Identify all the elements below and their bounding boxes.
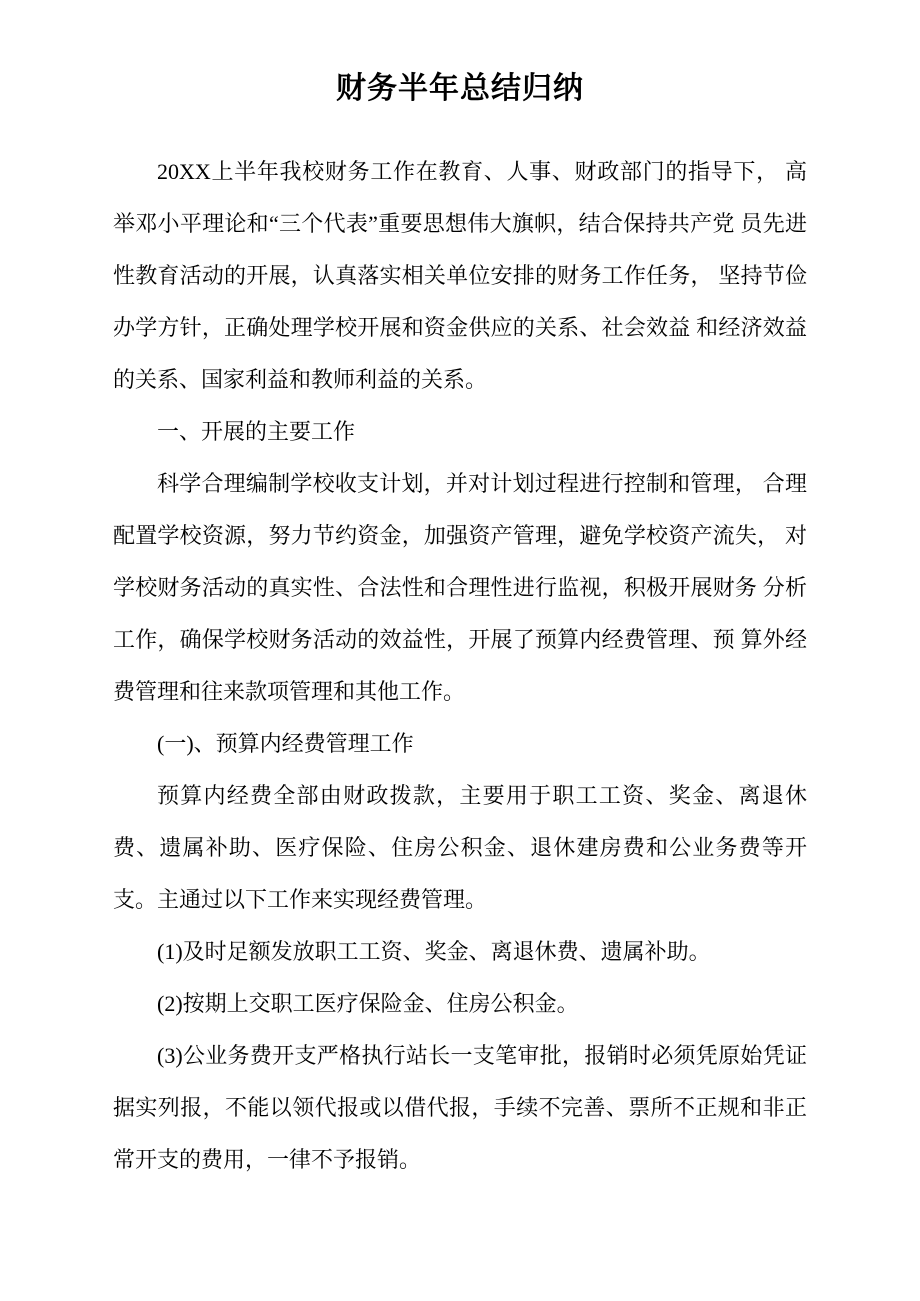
section-heading-budget-management: (一)、预算内经费管理工作 bbox=[157, 731, 414, 756]
document-title: 财务半年总结归纳 bbox=[336, 72, 584, 105]
list-item-1: (1)及时足额发放职工工资、奖金、离退休费、遗属补助。 bbox=[157, 939, 711, 964]
section-heading-main-work: 一、开展的主要工作 bbox=[157, 419, 356, 444]
paragraph-budget-overview: 预算内经费全部由财政拨款，主要用于职工工资、奖金、离退休费、遗属补助、医疗保险、住房公积金、退休建房费和公业务费等开支。主通过以下工作来实现经费管理。 bbox=[113, 783, 807, 912]
list-item-2: (2)按期上交职工医疗保险金、住房公积金。 bbox=[157, 991, 579, 1016]
list-item-3: (3)公业务费开支严格执行站长一支笔审批，报销时必须凭原始凭证据实列报，不能以领代报或以借代报，手续不完善、票所不正规和非正常开支的费用，一律不予报销。 bbox=[113, 1043, 807, 1172]
paragraph-main-work: 科学合理编制学校收支计划，并对计划过程进行控制和管理， 合理配置学校资源，努力节约资金，加强资产管理，避免学校资产流失， 对学校财务活动的真实性、合法性和合理性进行监视，积极开展财务 分析工作，确保学校财务活动的效益性，开展了预算内经费管理、预 算外经费管理和往来款项管理和其他工作。 bbox=[113, 471, 807, 704]
paragraph-intro: 20XX上半年我校财务工作在教育、人事、财政部门的指导下， 高举邓小平理论和“三个代表”重要思想伟大旗帜，结合保持共产党 员先进性教育活动的开展，认真落实相关单位安排的财务工作任务， 坚持节俭办学方针，正确处理学校开展和资金供应的关系、社会效益 和经济效益的关系、国家利益和教师利益的关系。 bbox=[113, 159, 807, 392]
